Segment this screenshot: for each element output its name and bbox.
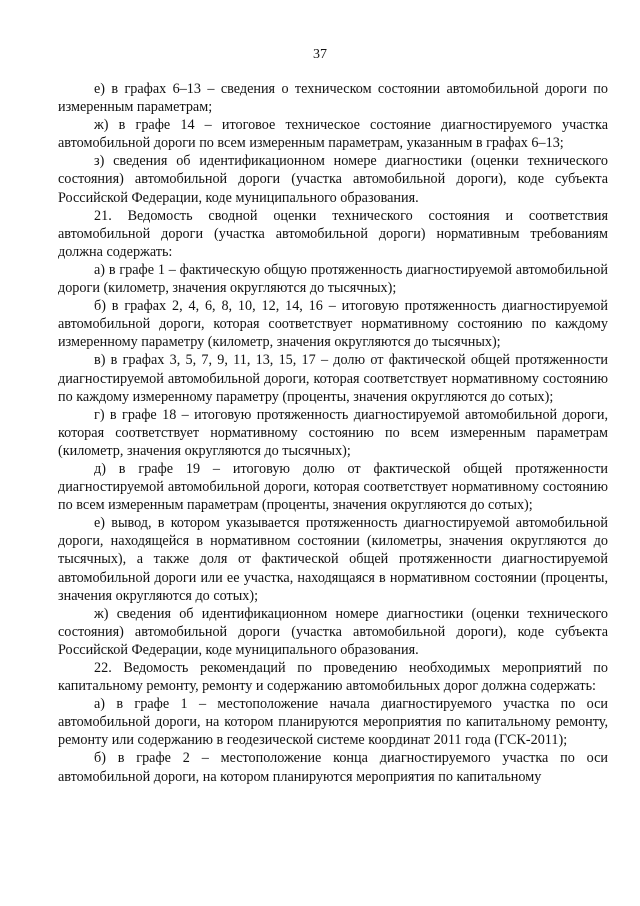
paragraph-item-a-start: а) в графе 1 – местоположение начала диагностируемого участка по оси автомобильной дороги, на котором планируются мероприятия по капитальному ремонту, ремонту или содержанию в геодезической системе координат 2011 года (ГСК-2011); bbox=[58, 696, 608, 749]
document-body bbox=[58, 80, 608, 786]
page-number: 37 bbox=[313, 47, 327, 62]
paragraph-item-a: а) в графе 1 – фактическую общую протяженность диагностируемой автомобильной дороги (километр, значения округляются до тысячных); bbox=[58, 261, 608, 297]
paragraph-section-21: 21. Ведомость сводной оценки технического состояния и соответствия автомобильной дороги (участка автомобильной дороги) нормативным требованиям должна содержать: bbox=[58, 207, 608, 260]
paragraph-section-22: 22. Ведомость рекомендаций по проведению необходимых мероприятий по капитальному ремонту, ремонту и содержанию автомобильных дорог должна содержать: bbox=[58, 660, 608, 695]
paragraph-item-zh-info: ж) сведения об идентификационном номере диагностики (оценки технического состояния) автомобильной дороги (участка автомобильной дороги), коде субъекта Российской Федерации, коде муниципального образования. bbox=[58, 605, 608, 658]
paragraph-item-z: з) сведения об идентификационном номере диагностики (оценки технического состояния) автомобильной дороги (участка автомобильной дороги), коде субъекта Российской Федерации, коде муниципального образования. bbox=[58, 153, 608, 206]
paragraph-item-b-end: б) в графе 2 – местоположение конца диагностируемого участка по оси автомобильной дороги, на котором планируются мероприятия по капитальному bbox=[58, 750, 608, 785]
paragraph-item-g: г) в графе 18 – итоговую протяженность диагностируемой автомобильной дороги, которая соответствует нормативному состоянию по всем измеренным параметрам (километр, значения округляются до тысячных); bbox=[58, 406, 608, 459]
paragraph-item-b: б) в графах 2, 4, 6, 8, 10, 12, 14, 16 – итоговую протяженность диагностируемой автомобильной дороги, которая соответствует нормативному состоянию по каждому измеренному параметру (километр, значения округляются до тысячных); bbox=[58, 298, 608, 351]
paragraph-item-e: е) в графах 6–13 – сведения о техническом состоянии автомобильной дороги по измеренным параметрам; bbox=[58, 81, 608, 116]
paragraph-item-v: в) в графах 3, 5, 7, 9, 11, 13, 15, 17 – долю от фактической общей протяженности диагностируемой автомобильной дороги, которая соответствует нормативному состоянию по каждому измеренному параметру (проценты, значения округляются до сотых); bbox=[58, 352, 608, 405]
paragraph-item-d: д) в графе 19 – итоговую долю от фактической общей протяженности диагностируемой автомобильной дороги, которая соответствует нормативному состоянию по всем измеренным параметрам (проценты, значения округляются до сотых); bbox=[58, 460, 608, 514]
paragraph-item-e-conclusion: е) вывод, в котором указывается протяженность диагностируемой автомобильной дороги, находящейся в нормативном состоянии (километры, значения округляются до тысячных), а также доля от фактической общей протяженности диагностируемой автомобильной дороги или ее участка, находящаяся в нормативном состоянии (проценты, значения округляются до сотых); bbox=[58, 515, 608, 604]
paragraph-item-zh: ж) в графе 14 – итоговое техническое состояние диагностируемого участка автомобильной дороги по всем измеренным параметрам, указанным в графах 6–13; bbox=[58, 117, 608, 152]
